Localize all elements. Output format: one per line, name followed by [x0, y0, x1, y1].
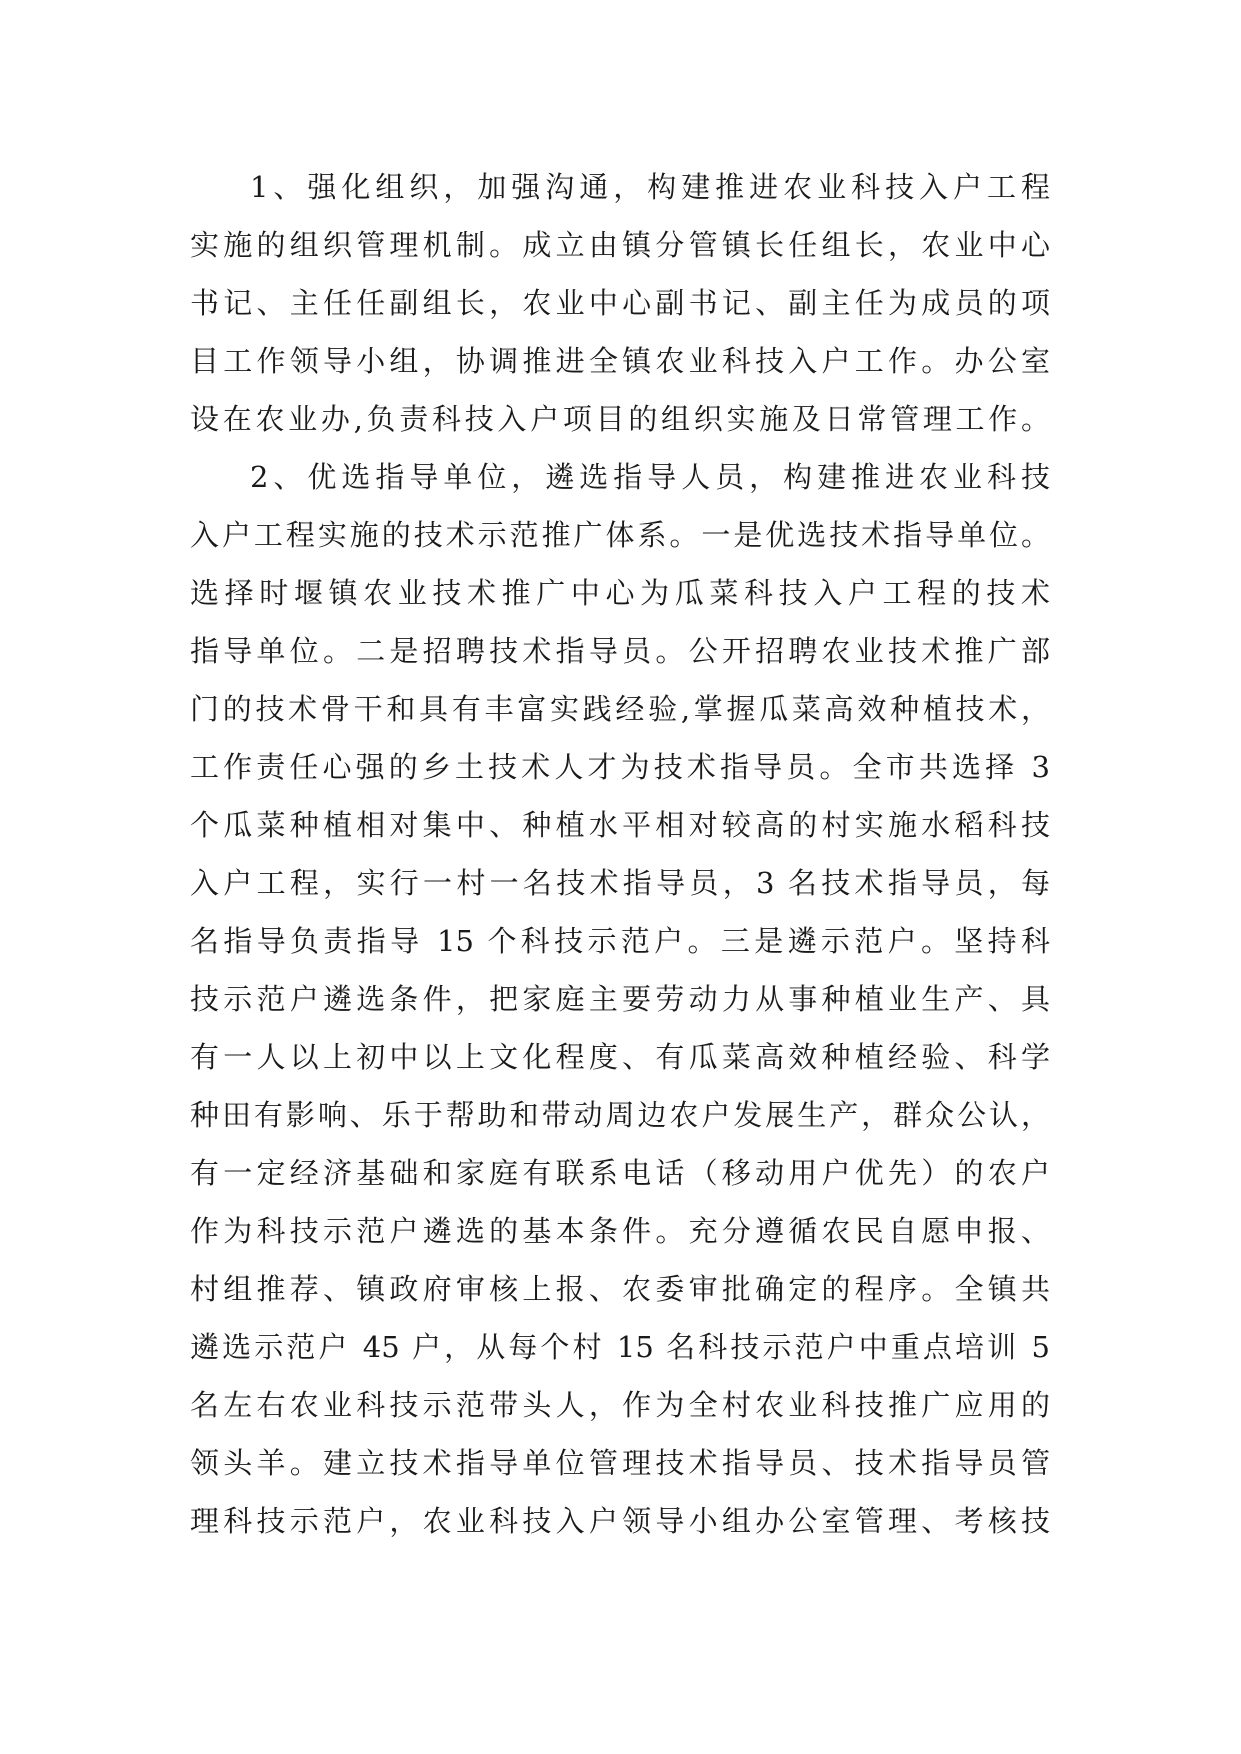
- text-line: 选择时堰镇农业技术推广中心为瓜菜科技入户工程的技术: [190, 576, 1050, 610]
- text-line: 门的技术骨干和具有丰富实践经验,掌握瓜菜高效种植技术，: [190, 692, 1050, 726]
- text-line: 理科技示范户，农业科技入户领导小组办公室管理、考核技: [190, 1504, 1050, 1538]
- text-line: 工作责任心强的乡土技术人才为技术指导员。全市共选择 3: [190, 750, 1050, 784]
- text-line: 入户工程，实行一村一名技术指导员，3 名技术指导员，每: [190, 866, 1050, 900]
- text-line: 实施的组织管理机制。成立由镇分管镇长任组长，农业中心: [190, 228, 1050, 262]
- text-line: 名左右农业科技示范带头人，作为全村农业科技推广应用的: [190, 1388, 1050, 1422]
- text-line: 书记、主任任副组长，农业中心副书记、副主任为成员的项: [190, 286, 1050, 320]
- text-line: 有一人以上初中以上文化程度、有瓜菜高效种植经验、科学: [190, 1040, 1050, 1074]
- text-line: 技示范户遴选条件，把家庭主要劳动力从事种植业生产、具: [190, 982, 1050, 1016]
- text-line: 作为科技示范户遴选的基本条件。充分遵循农民自愿申报、: [190, 1214, 1050, 1248]
- text-line: 指导单位。二是招聘技术指导员。公开招聘农业技术推广部: [190, 634, 1050, 668]
- text-line: 名指导负责指导 15 个科技示范户。三是遴示范户。坚持科: [190, 924, 1050, 958]
- text-line: 村组推荐、镇政府审核上报、农委审批确定的程序。全镇共: [190, 1272, 1050, 1306]
- text-line: 有一定经济基础和家庭有联系电话（移动用户优先）的农户: [190, 1156, 1050, 1190]
- text-line: 领头羊。建立技术指导单位管理技术指导员、技术指导员管: [190, 1446, 1050, 1480]
- paragraph-first-line: 2、优选指导单位，遴选指导人员，构建推进农业科技: [250, 460, 1050, 494]
- text-line: 种田有影响、乐于帮助和带动周边农户发展生产，群众公认，: [190, 1098, 1050, 1132]
- text-line: 个瓜菜种植相对集中、种植水平相对较高的村实施水稻科技: [190, 808, 1050, 842]
- text-line: 设在农业办,负责科技入户项目的组织实施及日常管理工作。: [190, 402, 1050, 436]
- paragraph-first-line: 1、强化组织，加强沟通，构建推进农业科技入户工程: [250, 170, 1050, 204]
- text-line: 遴选示范户 45 户，从每个村 15 名科技示范户中重点培训 5: [190, 1330, 1050, 1364]
- text-line: 目工作领导小组，协调推进全镇农业科技入户工作。办公室: [190, 344, 1050, 378]
- body-text: [190, 158, 1050, 1550]
- text-line: 入户工程实施的技术示范推广体系。一是优选技术指导单位。: [190, 518, 1050, 552]
